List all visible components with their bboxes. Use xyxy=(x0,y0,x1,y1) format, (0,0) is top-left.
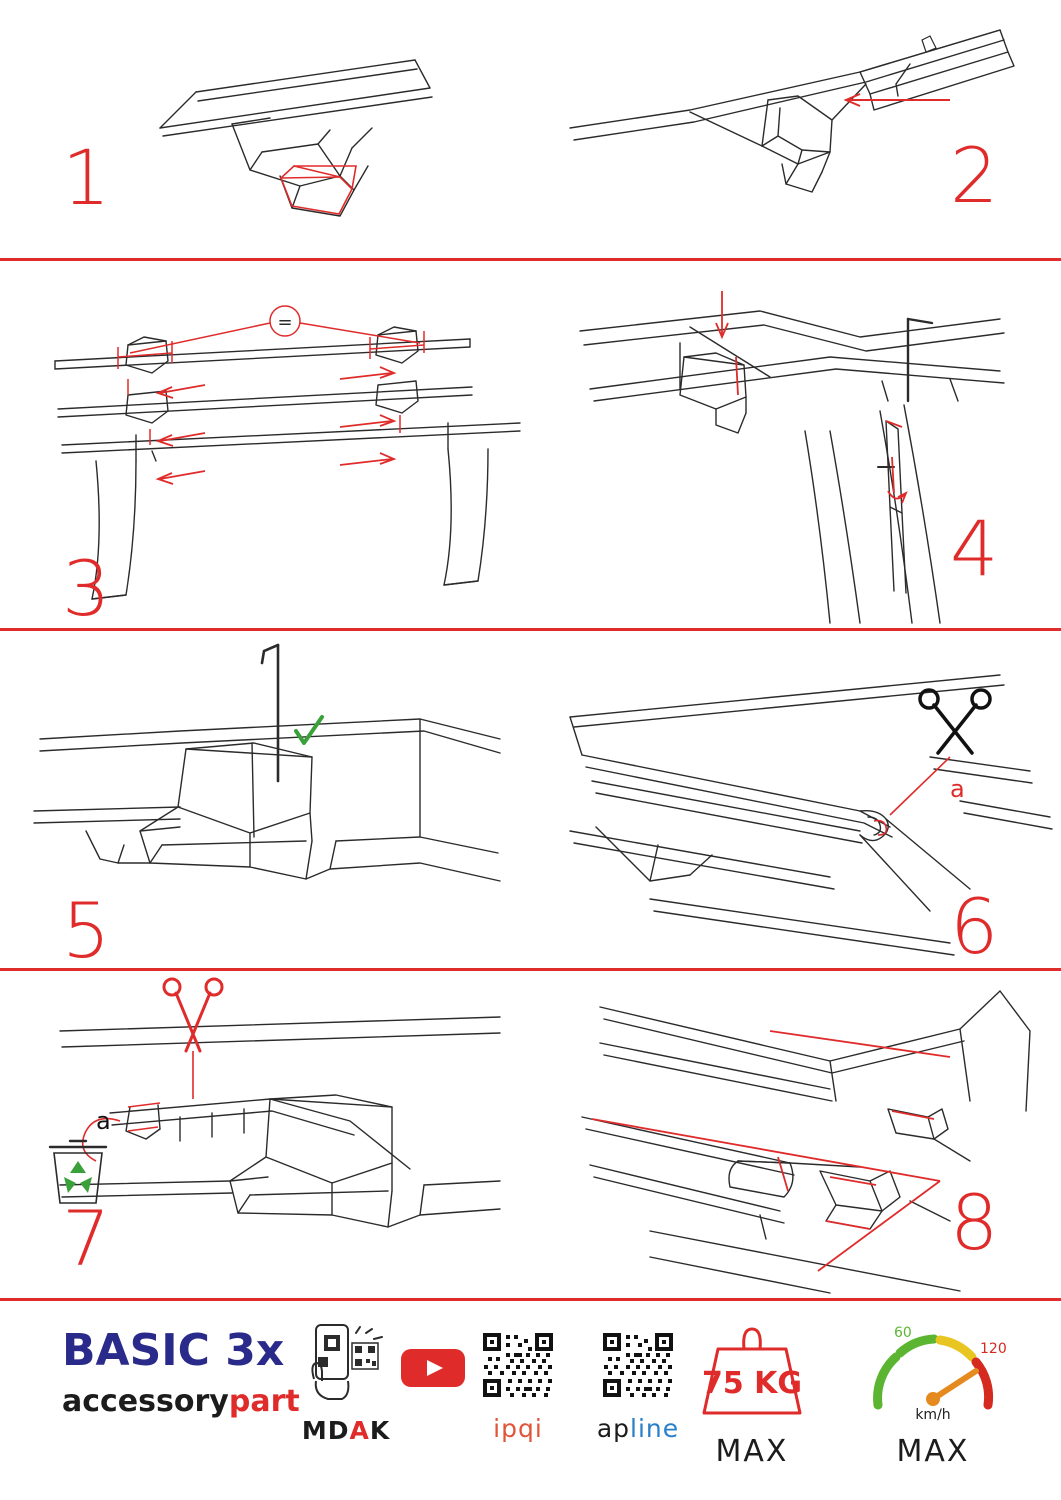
apline-part-1: ap xyxy=(596,1414,631,1443)
step-number-2: 2 xyxy=(950,131,999,220)
speed-tick-60: 60 xyxy=(894,1325,912,1341)
step-panel-2 xyxy=(530,0,1061,258)
mdak-part-3: K xyxy=(369,1416,391,1445)
step-number-3: 3 xyxy=(62,544,111,628)
hand-phone-qr-icon xyxy=(296,1321,396,1403)
step-number-4: 4 xyxy=(950,504,999,593)
logo-ipqi-caption: ipqi xyxy=(493,1414,543,1443)
step-panel-7 xyxy=(0,971,530,1298)
step-number-8: 8 xyxy=(950,1178,999,1267)
logo-mdak-caption xyxy=(296,1416,396,1445)
speed-tick-120: 120 xyxy=(980,1341,1007,1357)
brand-subtitle-accent: part xyxy=(228,1384,300,1419)
marker-a-step7: a xyxy=(96,1107,111,1135)
logo-mdak xyxy=(296,1321,396,1445)
limit-speed xyxy=(848,1313,1018,1469)
step-panel-8 xyxy=(530,971,1061,1298)
weight-max-label: MAX xyxy=(715,1434,789,1469)
scissors-icon xyxy=(920,690,990,753)
step-panel-6 xyxy=(530,631,1061,968)
step-panel-5 xyxy=(0,631,530,968)
step-panel-4 xyxy=(530,261,1061,628)
step-panel-3 xyxy=(0,261,530,628)
mdak-part-2: A xyxy=(349,1416,370,1445)
brand-title-suffix: x xyxy=(255,1325,285,1376)
footer xyxy=(0,1301,1061,1500)
brand-block xyxy=(62,1325,300,1419)
equal-marker: = xyxy=(277,312,293,333)
step-number-1: 1 xyxy=(62,133,111,222)
step-number-7: 7 xyxy=(62,1194,111,1283)
speed-unit: km/h xyxy=(915,1407,951,1423)
weight-value: 75 KG xyxy=(701,1366,803,1401)
scissors-icon xyxy=(164,979,222,1051)
logo-ipqi xyxy=(478,1329,558,1443)
step-panel-1 xyxy=(0,0,530,258)
limit-weight xyxy=(672,1313,832,1469)
weight-icon xyxy=(672,1313,832,1423)
mdak-part-1: MD xyxy=(301,1416,350,1445)
step-number-6: 6 xyxy=(950,882,999,968)
youtube-play-icon[interactable] xyxy=(398,1343,468,1391)
qr-code-icon xyxy=(478,1329,558,1401)
apline-part-2: line xyxy=(630,1414,680,1443)
speed-max-label: MAX xyxy=(896,1434,970,1469)
brand-subtitle xyxy=(62,1384,300,1419)
marker-a-step6: a xyxy=(950,775,965,803)
speedometer-icon xyxy=(848,1313,1018,1423)
logo-youtube[interactable] xyxy=(398,1343,468,1396)
brand-title xyxy=(62,1325,292,1376)
brand-subtitle-main: accessory xyxy=(62,1384,229,1419)
step-number-5: 5 xyxy=(62,886,111,968)
brand-title-text: BASIC 3 xyxy=(62,1325,256,1376)
check-icon xyxy=(296,717,322,743)
